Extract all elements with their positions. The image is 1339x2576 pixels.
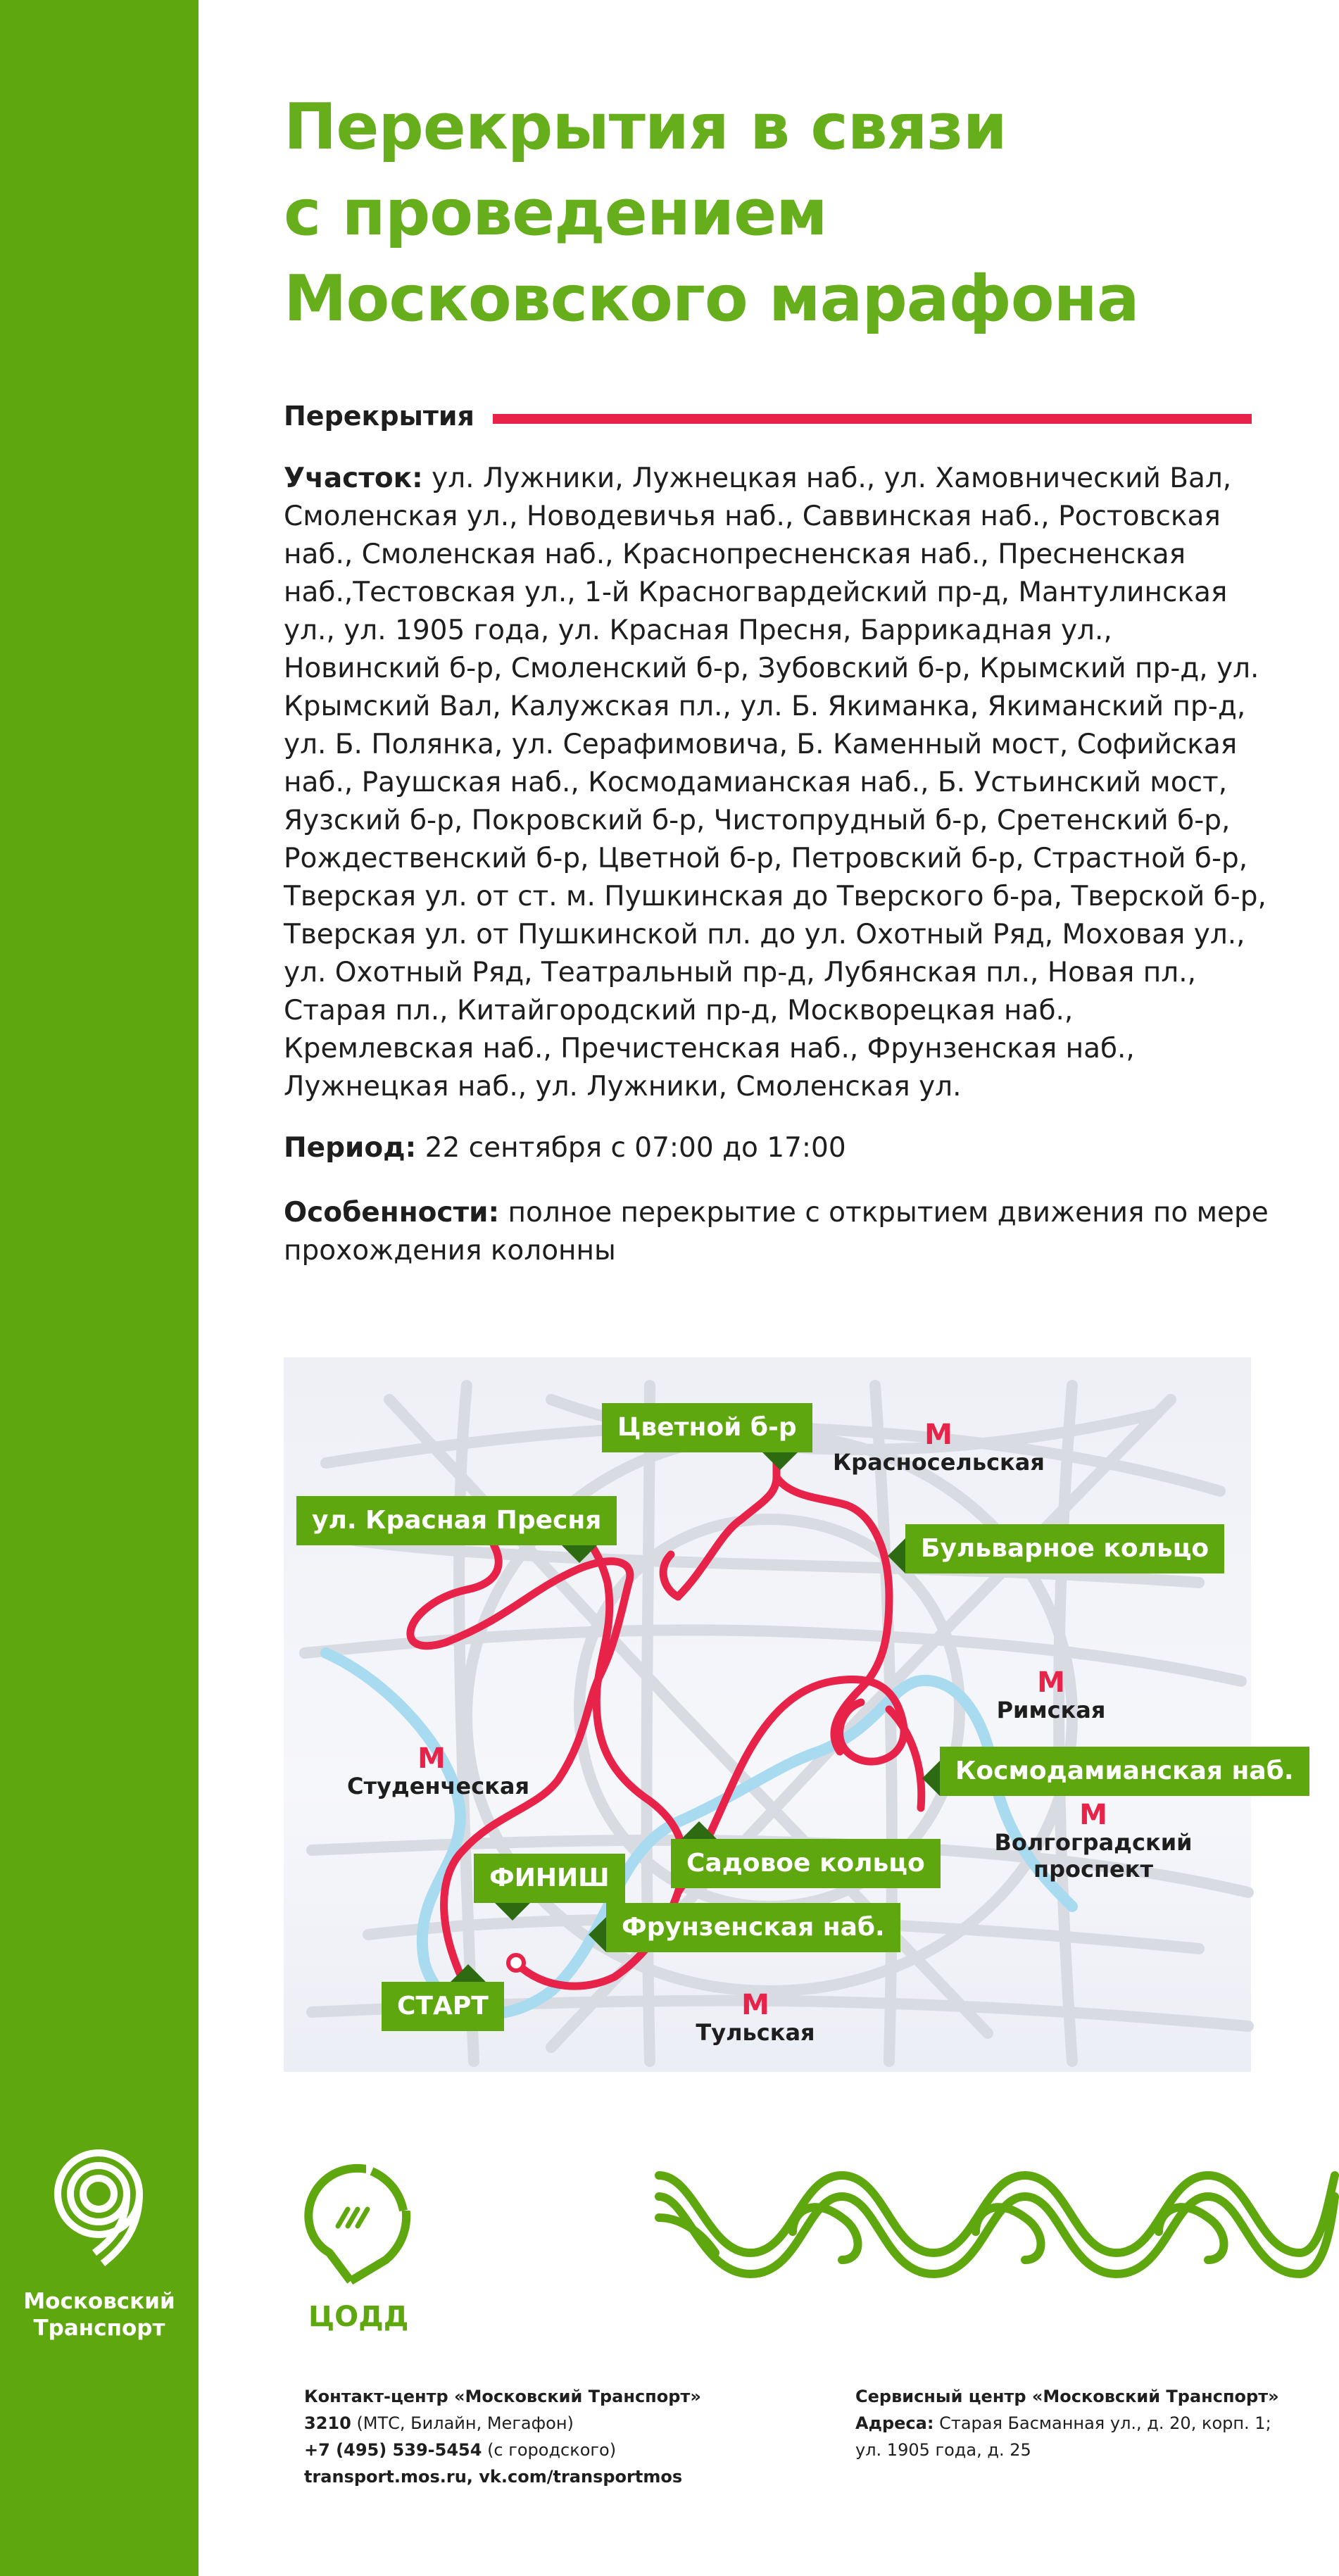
metro-tulskaya: М Тульская (685, 1991, 826, 2046)
period-label: Период: (284, 1132, 417, 1164)
service-address-line2: ул. 1905 года, д. 25 (855, 2440, 1031, 2460)
codd-logo-icon (301, 2161, 414, 2288)
service-center-title: Сервисный центр «Московский Транспорт» (855, 2387, 1279, 2406)
map-label-start: СТАРТ (382, 1982, 504, 2031)
service-address-line1: Адреса: Старая Басманная ул., д. 20, корп. 1; (855, 2413, 1271, 2433)
pointer-start-icon (451, 1964, 486, 1982)
finish-point-icon (508, 1955, 524, 1971)
contact-web-links: transport.mos.ru, vk.com/transportmos (304, 2467, 683, 2487)
map-label-kosmodamianskaya: Космодамианская наб. (940, 1747, 1309, 1796)
decorative-wave-pattern-icon (652, 2161, 1339, 2281)
map-label-bulvarnoe: Бульварное кольцо (905, 1524, 1224, 1573)
section-divider (493, 414, 1252, 424)
metro-icon: М (1037, 1666, 1065, 1699)
moscow-transport-wordmark (0, 2288, 199, 2342)
sidebar (0, 0, 199, 2576)
contact-phone-short: 3210 (МТС, Билайн, Мегафон) (304, 2413, 574, 2433)
service-center-info (855, 2383, 1279, 2463)
title-line-3: Московского марафона (284, 262, 1139, 336)
metro-volgogradsky: М Волгоградский проспект (988, 1801, 1199, 1883)
section-text: ул. Лужники, Лужнецкая наб., ул. Хамовнический Вал, Смоленская ул., Новодевичья наб., Саввинская наб., Ростовская наб., Смоленская наб., Краснопресненская наб., Пресненская наб.,Тестовская ул., 1-й Красногвардейский пр-д, Мантулинская ул., ул. 1905 года, ул. Красная Пресня, Баррикадная ул., Новинский б-р, Смоленский б-р, Зубовский б-р, Крымский пр-д, ул. Крымский Вал, Калужская пл., ул. Б. Якиманка, Якиманский пр-д, ул. Б. Полянка, ул. Серафимовича, Б. Каменный мост, Софийская наб., Раушская наб., Космодамианская наб., Б. Устьинский мост, Яузский б-р, Покровский б-р, Чистопрудный б-р, Сретенский б-р, Рождественский б-р, Цветной б-р, Петровский б-р, Страстной б-р, Тверская ул. от ст. м. Пушкинская до Тверского б-ра, Тверской б-р, Тверская ул. от Пушкинской пл. до ул. Охотный Ряд, Моховая ул., ул. Охотный Ряд, Театральный пр-д, Лубянская пл., Новая пл., Старая пл., Китайгородский пр-д, Москворецкая наб., Кремлевская наб., Пречистенская наб., Фрунзенская наб., Лужнецкая наб., ул. Лужники, Смоленская ул. (284, 463, 1266, 1102)
pointer-krasnaya-presnya-icon (562, 1545, 597, 1563)
map-label-finish: ФИНИШ (474, 1854, 625, 1903)
title-line-2: с проведением (284, 176, 827, 250)
map-label-krasnaya-presnya: ул. Красная Пресня (296, 1496, 617, 1545)
features-paragraph (284, 1194, 1269, 1270)
pointer-sadovoe-icon (681, 1821, 717, 1839)
features-label: Особенности: (284, 1197, 500, 1229)
pointer-kosmodamianskaya-icon (922, 1761, 940, 1796)
pointer-frunzenskaya-icon (589, 1917, 606, 1952)
section-paragraph (284, 460, 1269, 1106)
map-label-frunzenskaya: Фрунзенская наб. (606, 1903, 900, 1952)
section-heading: Перекрытия (284, 401, 474, 432)
metro-icon: М (741, 1989, 769, 2021)
pointer-finish-icon (495, 1903, 530, 1921)
contact-center-info (304, 2383, 701, 2490)
features-text: полное перекрытие с открытием движения по мере прохождения колонны (284, 1197, 1269, 1267)
metro-icon: М (1079, 1799, 1107, 1831)
metro-icon: М (924, 1419, 953, 1451)
mt-line1: Московский (23, 2289, 175, 2314)
title-line-1: Перекрытия в связи (284, 90, 1007, 164)
map-label-sadovoe: Садовое кольцо (671, 1839, 941, 1888)
pointer-bulvarnoe-icon (888, 1538, 905, 1573)
pointer-tsvetnoy-icon (762, 1452, 798, 1470)
contact-phone-city: +7 (495) 539-5454 (с городского) (304, 2440, 617, 2460)
section-label: Участок: (284, 463, 423, 494)
metro-rimskaya: М Римская (981, 1669, 1121, 1723)
metro-studencheskaya: М Студенческая (347, 1742, 530, 1799)
map-label-tsvetnoy: Цветной б-р (602, 1403, 812, 1452)
moscow-transport-logo-icon (42, 2147, 155, 2267)
period-text: 22 сентября с 07:00 до 17:00 (425, 1132, 846, 1164)
route-map (284, 1357, 1294, 2072)
contact-center-title: Контакт-центр «Московский Транспорт» (304, 2387, 701, 2406)
page-title (284, 84, 1269, 342)
period-paragraph (284, 1129, 1269, 1167)
mt-line2: Транспорт (33, 2316, 165, 2341)
codd-wordmark: ЦОДД (308, 2301, 409, 2333)
metro-icon: М (417, 1742, 446, 1775)
metro-krasnoselskaya: М Красносельская (833, 1419, 1045, 1476)
